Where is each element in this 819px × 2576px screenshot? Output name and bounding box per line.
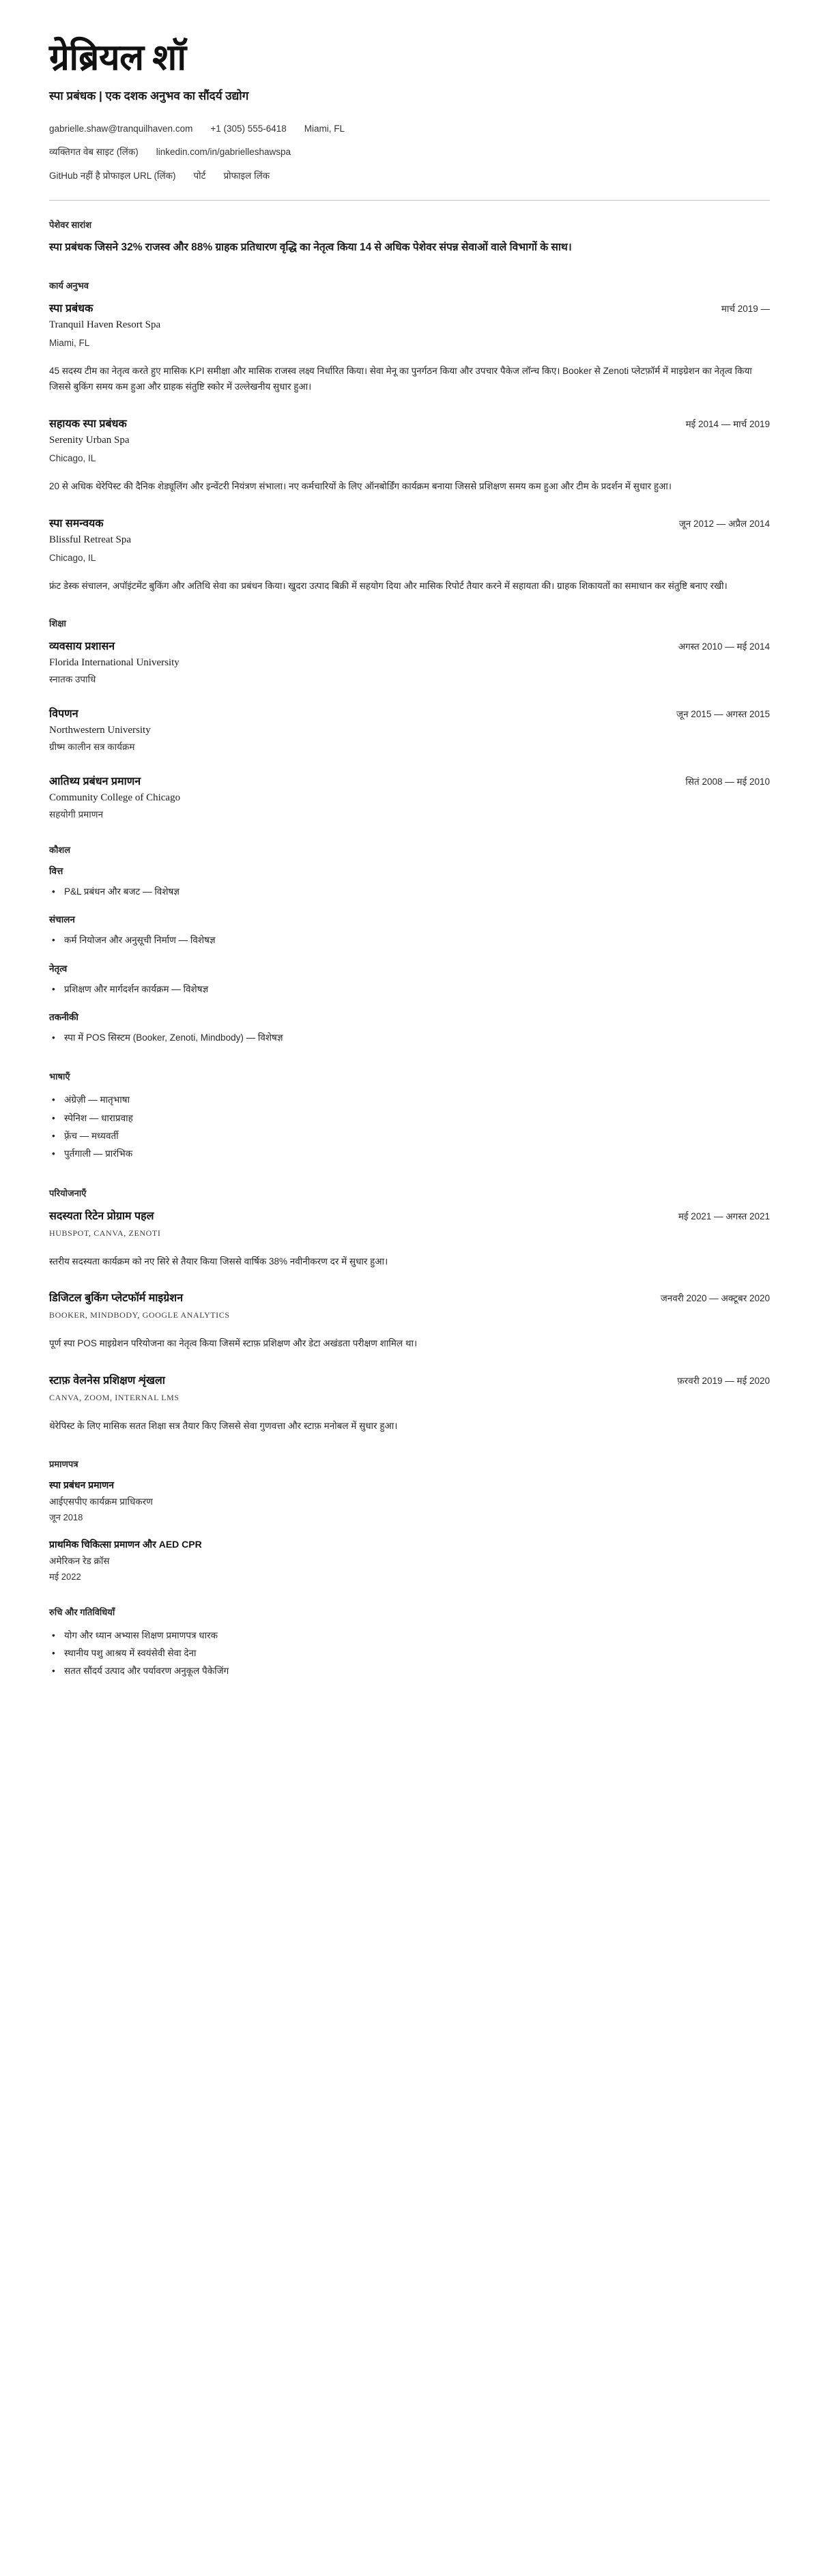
experience-job-title: सहायक स्पा प्रबंधक [49, 418, 127, 430]
summary-section-title: पेशेवर सारांश [49, 219, 92, 230]
list-item: • फ़्रेंच — मध्यवर्ती [64, 1127, 770, 1145]
education-entry-head [49, 773, 770, 788]
project-tools: HUBSPOT, CANVA, ZENOTI [49, 1228, 161, 1238]
experience-dates: मई 2014 — मार्च 2019 [685, 418, 770, 429]
languages-section-title: भाषाएँ [49, 1071, 70, 1082]
experience-location: Chicago, IL [49, 452, 96, 463]
contact-row-1 [49, 124, 770, 134]
section-projects [49, 1187, 770, 1434]
header-divider [49, 200, 770, 201]
project-description: थेरेपिस्ट के लिए मासिक सतत शिक्षा सत्र तैयार किए जिससे सेवा गुणवत्ता और स्टाफ़ मनोबल में सुधार हुआ। [49, 1420, 398, 1431]
education-detail: ग्रीष्म कालीन सत्र कार्यक्रम [49, 742, 135, 753]
education-entry [49, 706, 770, 753]
education-degree: व्यवसाय प्रशासन [49, 641, 115, 653]
skill-group [49, 962, 770, 998]
list-item: • सतत सौंदर्य उत्पाद और पर्यावरण अनुकूल पैकेजिंग [64, 1662, 770, 1680]
skill-group [49, 913, 770, 949]
project-description: स्तरीय सदस्यता कार्यक्रम को नए सिरे से तैयार किया जिससे वार्षिक 38% नवीनीकरण दर में सुधार हुआ। [49, 1256, 388, 1267]
experience-entry-head [49, 300, 770, 315]
experience-section-title: कार्य अनुभव [49, 280, 89, 291]
experience-job-title: स्पा प्रबंधक [49, 302, 94, 315]
project-dates: मई 2021 — अगस्त 2021 [678, 1211, 770, 1221]
certification-entry [49, 1479, 770, 1523]
contact-row-2 [49, 145, 770, 158]
project-title: डिजिटल बुकिंग प्लेटफॉर्म माइग्रेशन [49, 1292, 184, 1305]
contact-email[interactable]: gabrielle.shaw@tranquilhaven.com [49, 123, 193, 134]
education-detail: सहयोगी प्रमाणन [49, 809, 103, 820]
experience-description: फ्रंट डेस्क संचालन, अपॉइंटमेंट बुकिंग और अतिथि सेवा का प्रबंधन किया। खुदरा उत्पाद बिक्री में सहयोग दिया और मासिक रिपोर्ट तैयार करने में सहायता की। ग्राहक शिकायतों का समाधान कर संतुष्टि बनाए रखी। [49, 580, 728, 591]
skill-list [49, 1029, 770, 1047]
experience-entry-head [49, 416, 770, 431]
certifications-section-title: प्रमाणपत्र [49, 1458, 78, 1469]
experience-entry [49, 416, 770, 495]
experience-description: 45 सदस्य टीम का नेतृत्व करते हुए मासिक KPI समीक्षा और मासिक राजस्व लक्ष्य निर्धारित किया। सेवा मेनू का पुनर्गठन किया और उपचार पैकेज लॉन्च किए। Booker से Zenoti प्लेटफ़ॉर्म में माइग्रेशन का नेतृत्व किया जिससे बुकिंग समय कम हुआ और ग्राहक संतुष्टि स्कोर में उल्लेखनीय सुधार हुआ। [49, 365, 752, 392]
list-item: • स्पा में POS सिस्टम (Booker, Zenoti, Mindbody) — विशेषज्ञ [64, 1029, 770, 1047]
skill-category: संचालन [49, 914, 75, 925]
personal-website-link[interactable]: व्यक्तिगत वेब साइट (लिंक) [49, 146, 139, 157]
section-education [49, 617, 770, 820]
education-degree: आतिथ्य प्रबंधन प्रमाणन [49, 776, 141, 788]
certification-entry [49, 1538, 770, 1582]
portfolio-label[interactable]: पोर्ट [193, 170, 206, 181]
project-entry-head [49, 1208, 770, 1223]
education-school: Northwestern University [49, 725, 151, 736]
experience-dates: मार्च 2019 — [721, 303, 770, 314]
interests-list [49, 1627, 770, 1681]
list-item: • स्थानीय पशु आश्रय में स्वयंसेवी सेवा देना [64, 1645, 770, 1662]
section-interests [49, 1606, 770, 1681]
experience-location: Miami, FL [49, 337, 90, 348]
experience-employer: Serenity Urban Spa [49, 434, 130, 446]
section-skills [49, 843, 770, 1047]
project-entry [49, 1208, 770, 1270]
project-dates: फ़रवरी 2019 — मई 2020 [677, 1375, 770, 1386]
project-dates: जनवरी 2020 — अक्टूबर 2020 [660, 1293, 770, 1304]
project-title: स्टाफ़ वेलनेस प्रशिक्षण शृंखला [49, 1374, 165, 1387]
projects-section-title: परियोजनाएँ [49, 1187, 87, 1198]
project-entry-head [49, 1372, 770, 1387]
section-experience [49, 279, 770, 594]
certification-date: मई 2022 [49, 1571, 81, 1582]
contact-row-3 [49, 169, 770, 182]
experience-location: Chicago, IL [49, 552, 96, 563]
list-item: • कर्म नियोजन और अनुसूची निर्माण — विशेषज्ञ [64, 931, 770, 949]
education-dates: अगस्त 2010 — मई 2014 [678, 641, 770, 652]
certification-issuer: अमेरिकन रेड क्रॉस [49, 1555, 110, 1566]
list-item: • P&L प्रबंधन और बजट — विशेषज्ञ [64, 883, 770, 901]
list-item: • स्पेनिश — धाराप्रवाह [64, 1110, 770, 1127]
education-entry [49, 773, 770, 820]
experience-dates: जून 2012 — अप्रैल 2014 [678, 518, 770, 529]
experience-entry [49, 515, 770, 594]
linkedin-link[interactable]: linkedin.com/in/gabrielleshawspa [156, 146, 291, 157]
certification-name: प्राथमिक चिकित्सा प्रमाणन और AED CPR [49, 1538, 202, 1550]
list-item: • अंग्रेज़ी — मातृभाषा [64, 1091, 770, 1109]
experience-entry-head [49, 515, 770, 530]
github-profile-link[interactable]: GitHub नहीं है प्रोफाइल URL (लिंक) [49, 170, 176, 181]
skill-group [49, 865, 770, 901]
skill-list [49, 883, 770, 901]
project-entry [49, 1290, 770, 1352]
education-entry [49, 638, 770, 685]
section-summary [49, 218, 770, 256]
project-tools: CANVA, ZOOM, INTERNAL LMS [49, 1392, 179, 1402]
interests-section-title: रुचि और गतिविधियाँ [49, 1606, 115, 1617]
experience-employer: Tranquil Haven Resort Spa [49, 319, 161, 330]
contact-phone: +1 (305) 555-6418 [210, 123, 287, 134]
skill-list [49, 931, 770, 949]
section-languages [49, 1070, 770, 1163]
skill-category: वित्त [49, 866, 63, 877]
contact-location: Miami, FL [304, 123, 345, 134]
professional-headline: स्पा प्रबंधक | एक दशक अनुभव का सौंदर्य उद्योग [49, 89, 249, 102]
languages-list [49, 1091, 770, 1163]
summary-text: स्पा प्रबंधक जिसने 32% राजस्व और 88% ग्राहक प्रतिधारण वृद्धि का नेतृत्व किया 14 से अधिक पेशेवर संपन्न सेवाओं वाले विभागों के साथ। [49, 241, 572, 253]
education-section-title: शिक्षा [49, 618, 66, 629]
profile-link[interactable]: प्रोफाइल लिंक [223, 170, 270, 181]
project-description: पूर्ण स्पा POS माइग्रेशन परियोजना का नेतृत्व किया जिसमें स्टाफ़ प्रशिक्षण और डेटा अखंडता परीक्षण शामिल था। [49, 1338, 418, 1349]
certification-issuer: आईएसपीए कार्यक्रम प्राधिकरण [49, 1496, 153, 1507]
experience-description: 20 से अधिक थेरेपिस्ट की दैनिक शेड्यूलिंग और इन्वेंटरी नियंत्रण संभाला। नए कर्मचारियों के लिए ऑनबोर्डिंग कार्यक्रम बनाया जिससे प्रशिक्षण समय कम हुआ और टीम के प्रदर्शन में सुधार हुआ। [49, 480, 672, 491]
project-entry [49, 1372, 770, 1434]
education-dates: जून 2015 — अगस्त 2015 [676, 709, 770, 720]
education-degree: विपणन [49, 708, 78, 721]
education-detail: स्नातक उपाधि [49, 674, 96, 685]
education-school: Florida International University [49, 657, 179, 669]
skill-category: नेतृत्व [49, 963, 68, 974]
project-entry-head [49, 1290, 770, 1305]
project-tools: BOOKER, MINDBODY, GOOGLE ANALYTICS [49, 1310, 230, 1320]
education-entry-head [49, 638, 770, 653]
list-item: • प्रशिक्षण और मार्गदर्शन कार्यक्रम — विशेषज्ञ [64, 981, 770, 998]
list-item: • योग और ध्यान अभ्यास शिक्षण प्रमाणपत्र धारक [64, 1627, 770, 1645]
certification-date: जून 2018 [49, 1511, 83, 1522]
certification-name: स्पा प्रबंधन प्रमाणन [49, 1479, 114, 1490]
skill-category: तकनीकी [49, 1012, 78, 1023]
education-entry-head [49, 706, 770, 721]
list-item: • पुर्तगाली — प्रारंभिक [64, 1145, 770, 1163]
education-school: Community College of Chicago [49, 792, 181, 804]
skills-section-title: कौशल [49, 845, 71, 856]
skill-group [49, 1011, 770, 1047]
experience-entry [49, 300, 770, 395]
experience-employer: Blissful Retreat Spa [49, 534, 131, 545]
education-dates: सितं 2008 — मई 2010 [685, 777, 770, 787]
skill-list [49, 981, 770, 998]
page-title: ग्रेब्रियल शॉ [49, 38, 186, 78]
experience-job-title: स्पा समन्वयक [49, 517, 104, 530]
section-certifications [49, 1458, 770, 1582]
project-title: सदस्यता रिटेन प्रोग्राम पहल [49, 1210, 154, 1222]
